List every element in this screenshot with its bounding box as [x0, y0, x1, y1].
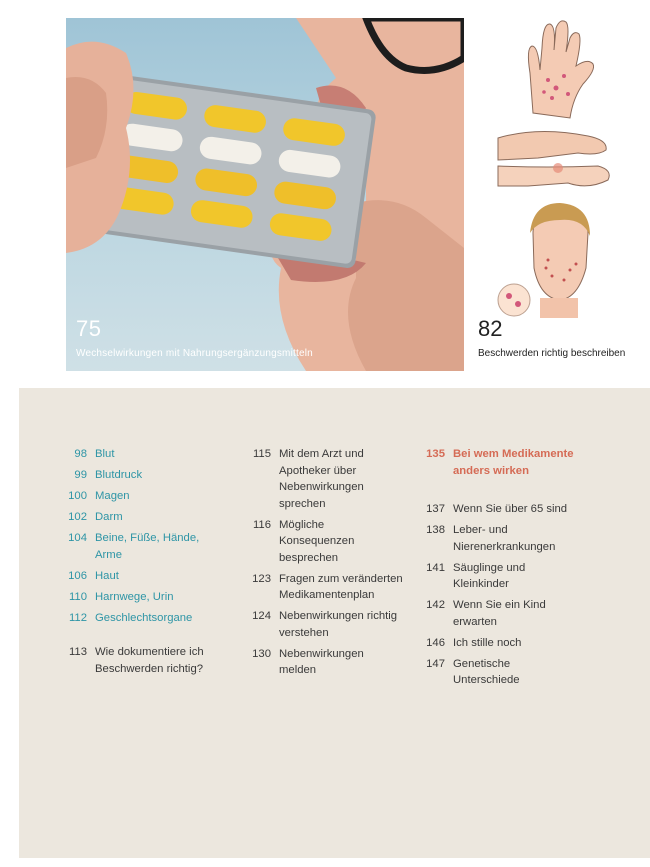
toc-entry[interactable]: 146 Ich stille noch: [426, 636, 522, 649]
toc-entry[interactable]: 100 Magen: [68, 490, 130, 502]
pills-photo: [66, 18, 464, 371]
toc-entry[interactable]: 102 Darm: [68, 511, 123, 523]
toc-entry[interactable]: 141 Säuglinge und Kleinkinder: [426, 561, 526, 590]
scratching-hand-icon: [498, 131, 609, 186]
toc-column-3: [407, 446, 637, 693]
toc-entry[interactable]: 124 Nebenwirkungen richtig verstehen: [252, 610, 398, 639]
hand-rash-icon: [528, 21, 593, 118]
toc-column-2: [233, 446, 413, 683]
toc-entry[interactable]: 99 Blutdruck: [74, 469, 143, 481]
toc-panel: [19, 388, 650, 858]
photo-page-number[interactable]: 75: [76, 316, 102, 341]
toc-entry[interactable]: 110 Harnwege, Urin: [68, 590, 174, 603]
toc-entry[interactable]: 112 Geschlechtsorgane: [68, 611, 193, 624]
toc-entry[interactable]: 116 Mögliche Konsequenzen besprechen: [252, 518, 355, 564]
symptom-illustrations: [478, 18, 643, 371]
toc-entry[interactable]: 137 Wenn Sie über 65 sind: [426, 503, 568, 515]
toc-entry[interactable]: 123 Fragen zum veränderten Medikamentenplan: [252, 572, 403, 601]
toc-entry[interactable]: 115 Mit dem Arzt und Apotheker über Nebenwirkungen sprechen: [252, 448, 364, 510]
toc-entry[interactable]: 113 Wie dokumentiere ich Beschwerden richtig?: [68, 646, 204, 675]
face-rash-icon: [498, 203, 590, 318]
toc-entry[interactable]: 104 Beine, Füße, Hände, Arme: [68, 532, 200, 561]
toc-entry[interactable]: 106 Haut: [68, 569, 119, 582]
illustration-page-number[interactable]: 82: [478, 316, 503, 341]
illustration-caption[interactable]: Beschwerden richtig beschreiben: [478, 348, 626, 359]
toc-column-1: [49, 446, 244, 682]
toc-entry[interactable]: 98 Blut: [74, 448, 115, 460]
photo-illustration: [66, 18, 464, 371]
illustrations-drawing: [478, 18, 643, 318]
toc-chapter-heading[interactable]: 135 Bei wem Medikamente anders wirken: [426, 448, 574, 477]
photo-caption[interactable]: Wechselwirkungen mit Nahrungsergänzungsmitteln: [76, 348, 313, 359]
toc-entry[interactable]: 147 Genetische Unterschiede: [426, 657, 520, 686]
toc-entry[interactable]: 138 Leber- und Nierenerkrankungen: [426, 524, 556, 553]
toc-entry[interactable]: 130 Nebenwirkungen melden: [252, 647, 364, 676]
toc-entry[interactable]: 142 Wenn Sie ein Kind erwarten: [426, 599, 546, 628]
